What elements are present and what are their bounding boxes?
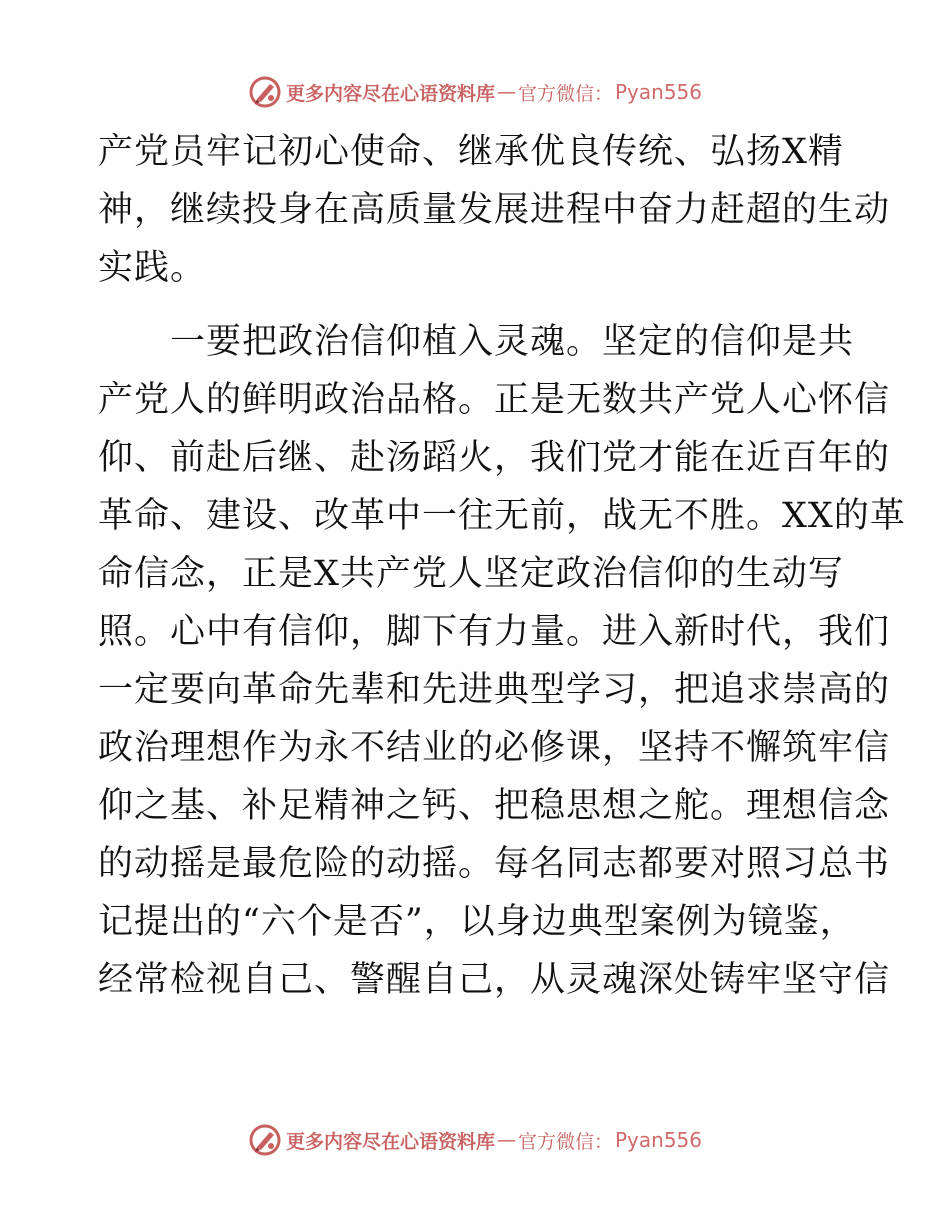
paragraph-line: 政治理想作为永不结业的必修课，坚持不懈筑牢信: [98, 728, 891, 768]
pen-logo-icon: [248, 1123, 282, 1157]
paragraph-line: 一要把政治信仰植入灵魂。坚定的信仰是共: [98, 322, 855, 362]
paragraph-line: 照。心中有信仰，脚下有力量。进入新时代，我们: [98, 612, 891, 652]
paragraph-line: 革命、建设、改革中一往无前，战无不胜。XX的革: [98, 496, 906, 536]
banner-title: 更多内容尽在心语资料库: [285, 1130, 495, 1153]
header-watermark-banner: [0, 72, 950, 112]
paragraph-line: 神，继续投身在高质量发展进程中奋力赶超的生动: [98, 190, 891, 230]
paragraph-line: 的动摇是最危险的动摇。每名同志都要对照习总书: [98, 844, 891, 884]
banner-wechat-id: Pyan556: [615, 80, 703, 104]
pen-logo-icon: [248, 75, 282, 109]
paragraph-line: 一定要向革命先辈和先进典型学习，把追求崇高的: [98, 670, 891, 710]
banner-separator: —: [496, 1129, 516, 1151]
document-body: [98, 123, 906, 1009]
paragraph-line: 记提出的“六个是否”，以身边典型案例为镜鉴，: [98, 902, 856, 942]
paragraph-line: 实践。: [98, 248, 207, 288]
paragraph-2: [98, 313, 906, 1009]
paragraph-line: 仰、前赴后继、赴汤蹈火，我们党才能在近百年的: [98, 438, 891, 478]
banner-wechat-label: 官方微信：: [517, 1130, 613, 1153]
paragraph-1: [98, 123, 891, 297]
paragraph-line: 产党人的鲜明政治品格。正是无数共产党人心怀信: [98, 380, 891, 420]
paragraph-line: 产党员牢记初心使命、继承优良传统、弘扬X精: [98, 132, 844, 172]
paragraph-line: 仰之基、补足精神之钙、把稳思想之舵。理想信念: [98, 786, 891, 826]
paragraph-line: 命信念，正是X共产党人坚定政治信仰的生动写: [98, 554, 844, 594]
banner-wechat-label: 官方微信：: [517, 82, 613, 105]
footer-watermark-banner: [0, 1120, 950, 1160]
paragraph-line: 经常检视自己、警醒自己，从灵魂深处铸牢坚守信: [98, 960, 891, 1000]
banner-title: 更多内容尽在心语资料库: [285, 82, 495, 105]
banner-separator: —: [496, 81, 516, 103]
banner-wechat-id: Pyan556: [615, 1128, 703, 1152]
